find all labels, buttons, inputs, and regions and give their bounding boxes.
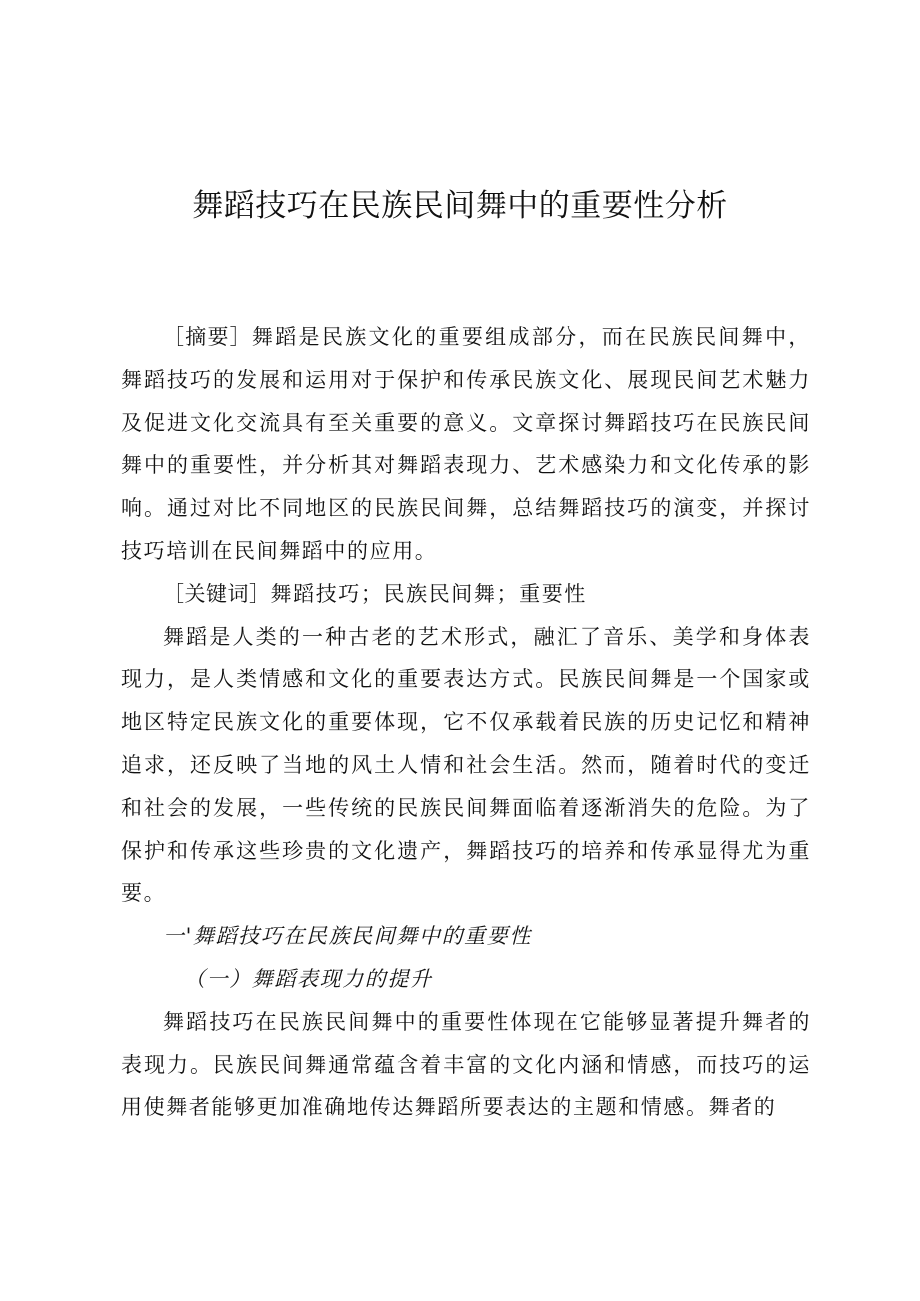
subsection-1-heading: （一）舞蹈表现力的提升 bbox=[184, 966, 433, 991]
document-title: 舞蹈技巧在民族民间舞中的重要性分析 bbox=[192, 188, 728, 224]
document-body bbox=[121, 316, 811, 1129]
abstract-label: ［摘要］ bbox=[163, 325, 252, 349]
keywords-text: 舞蹈技巧；民族民间舞；重要性 bbox=[270, 581, 587, 606]
keywords-paragraph bbox=[121, 573, 811, 616]
intro-paragraph: 舞蹈是人类的一种古老的艺术形式，融汇了音乐、美学和身体表现力，是人类情感和文化的重要表达方式。民族民间舞是一个国家或地区特定民族文化的重要体现，它不仅承载着民族的历史记忆和精神追求，还反映了当地的风土人情和社会生活。然而，随着时代的变迁和社会的发展，一些传统的民族民间舞面临着逐渐消失的危险。为了保护和传承这些珍贵的文化遗产，舞蹈技巧的培养和传承显得尤为重要。 bbox=[121, 624, 811, 906]
keywords-label: ［关键词］ bbox=[163, 581, 271, 606]
subsection-1-paragraph: 舞蹈技巧在民族民间舞中的重要性体现在它能够显著提升舞者的表现力。民族民间舞通常蕴含着丰富的文化内涵和情感，而技巧的运用使舞者能够更加准确地传达舞蹈所要表达的主题和情感。舞者的 bbox=[121, 1009, 811, 1120]
abstract-paragraph bbox=[121, 316, 811, 573]
section-1-heading: 一'舞蹈技巧在民族民间舞中的重要性 bbox=[163, 924, 532, 949]
abstract-text: 舞蹈是民族文化的重要组成部分，而在民族民间舞中，舞蹈技巧的发展和运用对于保护和传承民族文化、展现民间艺术魅力及促进文化交流具有至关重要的意义。文章探讨舞蹈技巧在民族民间舞中的重要性，并分析其对舞蹈表现力、艺术感染力和文化传承的影响。通过对比不同地区的民族民间舞，总结舞蹈技巧的演变，并探讨技巧培训在民间舞蹈中的应用。 bbox=[121, 325, 811, 563]
